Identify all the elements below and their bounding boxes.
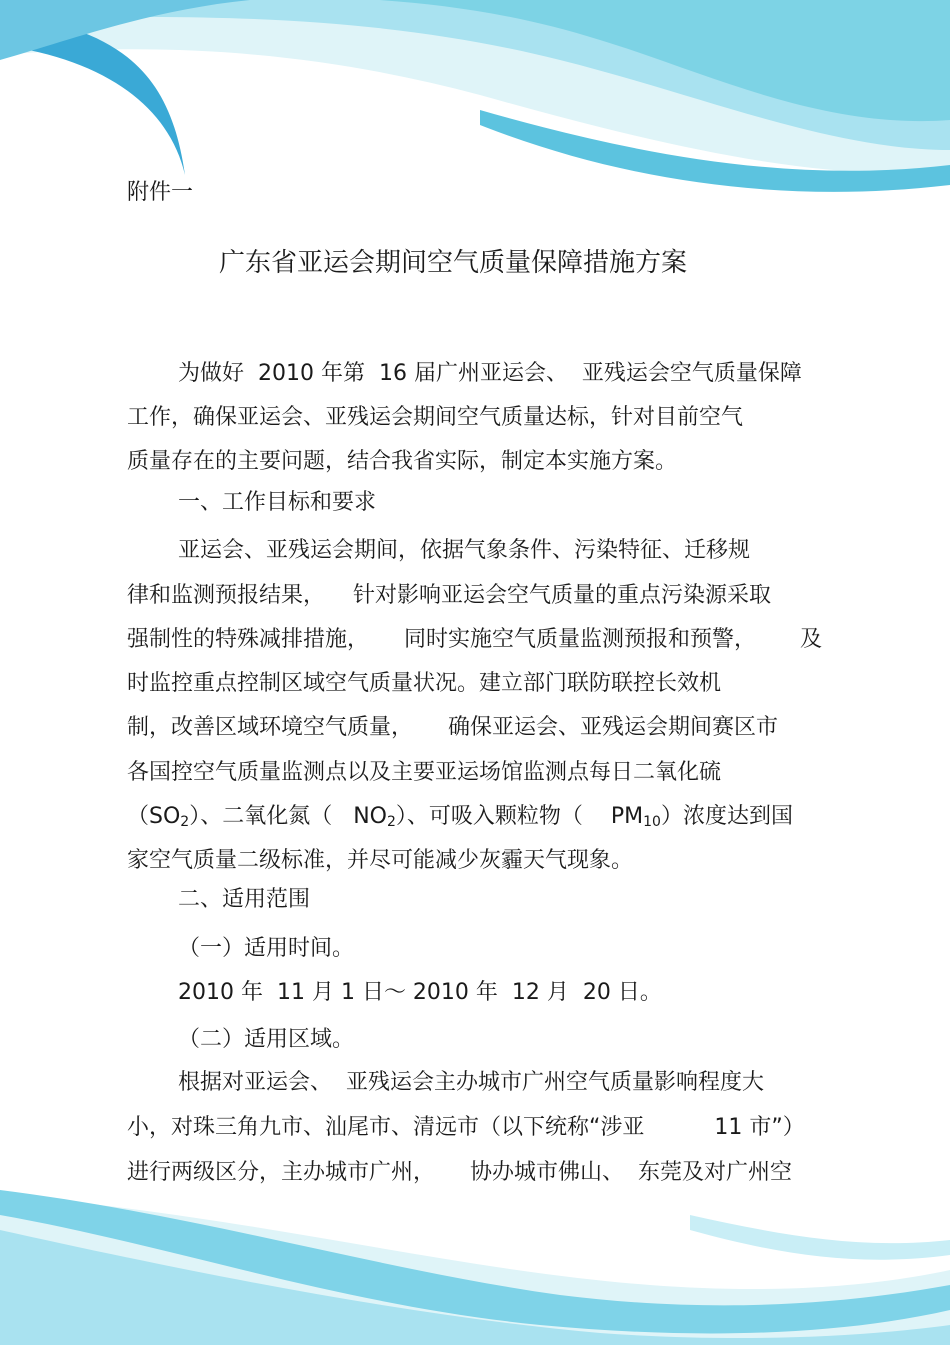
section-heading: 二、适用范围 [178,887,311,912]
paragraph-line: 为做好 2010 年第 16 届广州亚运会、 亚残运会空气质量保障 [178,361,802,386]
paragraph-line-pollutants [127,804,793,830]
text-run: ）浓度达到国 [660,804,793,829]
paragraph-line: 家空气质量二级标准，并尽可能减少灰霾天气现象。 [127,848,634,873]
text-run: （SO [127,804,181,829]
paragraph-line: 各国控空气质量监测点以及主要亚运场馆监测点每日二氧化硫 [127,760,722,785]
paragraph-line: 亚运会、亚残运会期间，依据气象条件、污染特征、迁移规 [178,538,751,563]
paragraph-line: 根据对亚运会、 亚残运会主办城市广州空气质量影响程度大 [178,1070,764,1095]
paragraph-line: 2010 年 11 月 1 日～ 2010 年 12 月 20 日。 [178,980,662,1005]
paragraph-line: 小，对珠三角九市、汕尾市、清远市（以下统称“涉亚 11 市”） [127,1115,805,1140]
paragraph-line: 进行两级区分，主办城市广州， 协办城市佛山、 东莞及对广州空 [127,1160,792,1185]
paragraph-line: 及 [800,627,823,652]
subsection-heading: （一）适用时间。 [178,936,355,961]
section-heading: 一、工作目标和要求 [178,490,377,515]
paragraph-line: 强制性的特殊减排措施， 同时实施空气质量监测预报和预警， [127,627,756,652]
document-title: 广东省亚运会期间空气质量保障措施方案 [219,248,688,278]
subscript: 2 [180,814,190,830]
paragraph-line: 律和监测预报结果， 针对影响亚运会空气质量的重点污染源采取 [127,583,771,608]
subsection-heading: （二）适用区域。 [178,1027,355,1052]
paragraph-line: 制，改善区域环境空气质量， 确保亚运会、亚残运会期间赛区市 [127,715,778,740]
text-run: ）、二氧化氮（ NO [189,804,387,829]
text-run: ）、可吸入颗粒物（ PM [395,804,644,829]
subscript: 10 [643,814,661,830]
bottom-wave-decoration [0,1175,950,1345]
paragraph-line: 工作，确保亚运会、亚残运会期间空气质量达标，针对目前空气 [127,405,744,430]
paragraph-line: 质量存在的主要问题，结合我省实际，制定本实施方案。 [127,449,678,474]
paragraph-line: 时监控重点控制区域空气质量状况。建立部门联防联控长效机 [127,671,722,696]
subscript: 2 [386,814,396,830]
attachment-label: 附件一 [127,180,194,205]
